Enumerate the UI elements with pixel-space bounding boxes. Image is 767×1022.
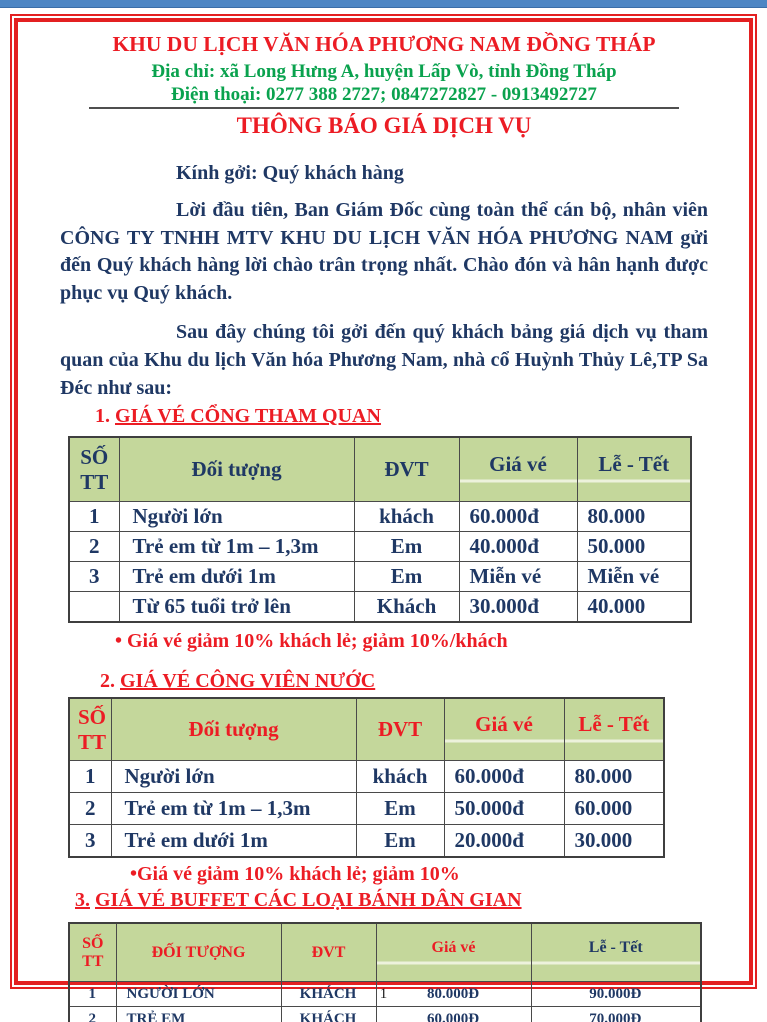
table-cell: 40.000đ xyxy=(459,532,577,562)
company-name: KHU DU LỊCH VĂN HÓA PHƯƠNG NAM ĐỒNG THÁP xyxy=(112,32,656,56)
table-header-row xyxy=(69,923,701,982)
col-header-gia-ve: Giá vé xyxy=(444,698,564,761)
table-cell: Trẻ em dưới 1m xyxy=(119,562,354,592)
col-header-so-tt: SỐ TT xyxy=(69,923,116,982)
section-3-heading xyxy=(75,888,708,912)
col-header-le-tet: Lễ - Tết xyxy=(564,698,664,761)
table-cell: 1 xyxy=(69,502,119,532)
table-cell: Em xyxy=(354,562,459,592)
company-phone: Điện thoại: 0277 388 2727; 0847272827 - 0913492727 xyxy=(171,83,597,105)
water-park-price-table xyxy=(68,697,665,858)
col-header-gia-ve: Giá vé xyxy=(459,437,577,502)
table-cell: 3 xyxy=(69,562,119,592)
table-row xyxy=(69,1007,701,1022)
table-header-row xyxy=(69,698,664,761)
table-cell: 60.000Đ xyxy=(376,1007,531,1022)
table-cell: Em xyxy=(356,793,444,825)
table-cell: 2 xyxy=(69,793,111,825)
table-cell: 30.000đ xyxy=(459,592,577,623)
col-header-doi-tuong: ĐỐI TƯỢNG xyxy=(116,923,281,982)
table-cell: Em xyxy=(356,825,444,858)
table-cell: TRẺ EM xyxy=(116,1007,281,1022)
table-row xyxy=(69,562,691,592)
table-cell: Người lớn xyxy=(111,761,356,793)
table-cell: Người lớn xyxy=(119,502,354,532)
table-cell: Miễn vé xyxy=(459,562,577,592)
table-cell: 50.000 xyxy=(577,532,691,562)
table-cell: Trẻ em từ 1m – 1,3m xyxy=(111,793,356,825)
table-cell: Từ 65 tuổi trở lên xyxy=(119,592,354,623)
price-list-intro-paragraph: Sau đây chúng tôi gởi đến quý khách bảng giá dịch vụ tham quan của Khu du lịch Văn hóa Phương Nam, nhà cổ Huỳnh Thủy Lê,TP Sa Đéc như sau: xyxy=(60,321,708,399)
table-cell: 80.000 xyxy=(577,502,691,532)
table-cell: khách xyxy=(354,502,459,532)
table-cell: Em xyxy=(354,532,459,562)
col-header-gia-ve: Giá vé xyxy=(376,923,531,982)
table-cell: KHÁCH xyxy=(281,982,376,1007)
table-row xyxy=(69,793,664,825)
intro-paragraph: Lời đầu tiên, Ban Giám Đốc cùng toàn thể cán bộ, nhân viên CÔNG TY TNHH MTV KHU DU LỊCH VĂN HÓA PHƯƠNG NAM gửi đến Quý khách hàng lời chào trân trọng nhất. Chào đón và hân hạnh được phục vụ Quý khách. xyxy=(60,198,708,304)
table-cell: 80.000 xyxy=(564,761,664,793)
table-row xyxy=(69,532,691,562)
gate-ticket-price-table xyxy=(68,436,692,623)
table-cell: KHÁCH xyxy=(281,1007,376,1022)
table-cell: 1 xyxy=(69,761,111,793)
col-header-doi-tuong: Đối tượng xyxy=(111,698,356,761)
table-cell: 2 xyxy=(69,532,119,562)
section-3-number: 3. xyxy=(75,889,90,912)
table-row xyxy=(69,761,664,793)
col-header-so-tt: SỐ TT xyxy=(69,698,111,761)
table-cell: 60.000đ xyxy=(444,761,564,793)
table-cell: 70.000Đ xyxy=(531,1007,701,1022)
table-header-row xyxy=(69,437,691,502)
table-cell: Miễn vé xyxy=(577,562,691,592)
table-cell: Khách xyxy=(354,592,459,623)
table-cell: 60.000 xyxy=(564,793,664,825)
table-row xyxy=(69,502,691,532)
table-cell: 90.000Đ xyxy=(531,982,701,1007)
page-number: 1 xyxy=(379,986,388,1002)
document-border-frame xyxy=(14,18,753,1022)
document-title: THÔNG BÁO GIÁ DỊCH VỤ xyxy=(236,113,532,139)
section-3-title: GIÁ VÉ BUFFET CÁC LOẠI BÁNH DÂN GIAN xyxy=(95,889,522,912)
table-row xyxy=(69,825,664,858)
col-header-dvt: ĐVT xyxy=(354,437,459,502)
table-cell: 20.000đ xyxy=(444,825,564,858)
table-cell: NGƯỜI LỚN xyxy=(116,982,281,1007)
col-header-dvt: ĐVT xyxy=(281,923,376,982)
discount-note-1: • Giá vé giảm 10% khách lẻ; giảm 10%/khách xyxy=(115,630,508,653)
table-cell: 30.000 xyxy=(564,825,664,858)
table-cell xyxy=(69,592,119,623)
section-1-heading xyxy=(95,404,708,428)
table-cell: 60.000đ xyxy=(459,502,577,532)
table-cell: Trẻ em dưới 1m xyxy=(111,825,356,858)
window-top-bar xyxy=(0,0,767,8)
col-header-le-tet: Lễ - Tết xyxy=(531,923,701,982)
section-2-number: 2. xyxy=(100,670,115,693)
table-cell: 80.000Đ xyxy=(376,982,531,1007)
document-content xyxy=(18,22,749,1022)
table-cell: Trẻ em từ 1m – 1,3m xyxy=(119,532,354,562)
section-2-heading xyxy=(100,669,708,693)
section-2-title: GIÁ VÉ CÔNG VIÊN NƯỚC xyxy=(120,670,376,693)
col-header-so-tt: SỐ TT xyxy=(69,437,119,502)
col-header-doi-tuong: Đối tượng xyxy=(119,437,354,502)
table-cell: 1 xyxy=(69,982,116,1007)
section-1-number: 1. xyxy=(95,405,110,428)
table-cell: 2 xyxy=(69,1007,116,1022)
table-cell: 50.000đ xyxy=(444,793,564,825)
section-1-title: GIÁ VÉ CỔNG THAM QUAN xyxy=(115,405,381,428)
buffet-price-table xyxy=(68,922,702,1022)
table-row xyxy=(69,592,691,623)
col-header-dvt: ĐVT xyxy=(356,698,444,761)
salutation: Kính gởi: Quý khách hàng xyxy=(176,161,404,184)
col-header-le-tet: Lễ - Tết xyxy=(577,437,691,502)
phone-divider xyxy=(89,84,679,110)
company-address: Địa chỉ: xã Long Hưng A, huyện Lấp Vò, tỉnh Đồng Tháp xyxy=(151,60,617,82)
discount-note-2: •Giá vé giảm 10% khách lẻ; giảm 10% xyxy=(130,863,460,886)
table-cell: 40.000 xyxy=(577,592,691,623)
table-cell: 3 xyxy=(69,825,111,858)
table-cell: khách xyxy=(356,761,444,793)
